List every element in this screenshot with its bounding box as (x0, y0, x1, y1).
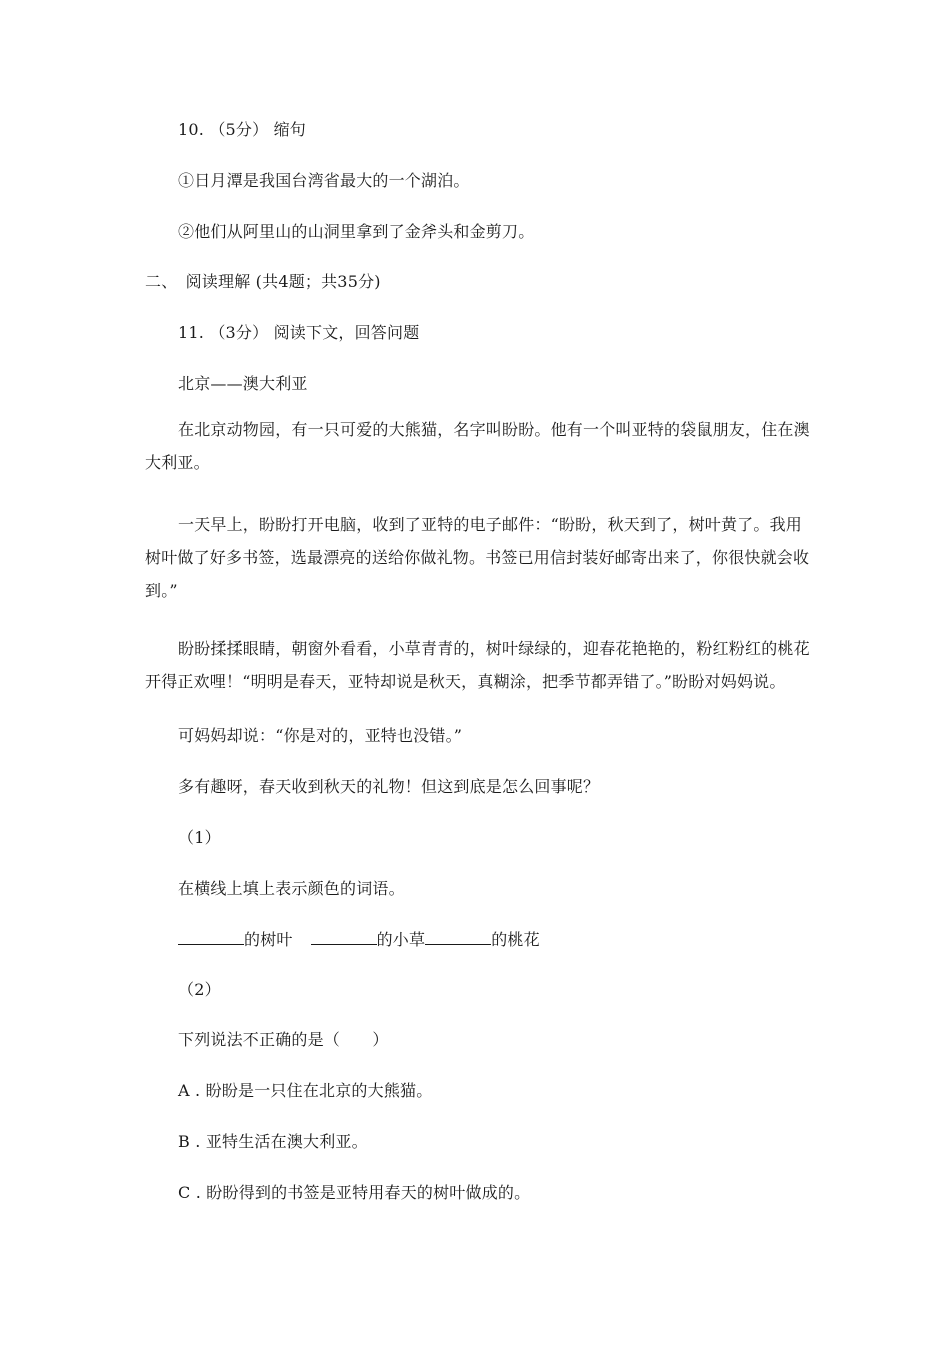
color-blank-2[interactable] (311, 929, 377, 945)
option-a[interactable]: A . 盼盼是一只住在北京的大熊猫。 (178, 1081, 433, 1100)
color-blank-1[interactable] (178, 929, 244, 945)
question-10-item-2: ②他们从阿里山的山洞里拿到了金斧头和金剪刀。 (178, 222, 535, 241)
option-c[interactable]: C . 盼盼得到的书签是亚特用春天的树叶做成的。 (178, 1183, 531, 1202)
passage-paragraph-5: 多有趣呀，春天收到秋天的礼物！但这到底是怎么回事呢？ (178, 777, 600, 796)
subquestion-1-prompt: 在横线上填上表示颜色的词语。 (178, 879, 405, 898)
passage-paragraph-2: 一天早上，盼盼打开电脑，收到了亚特的电子邮件：“盼盼，秋天到了，树叶黄了。我用树叶做了好多书签，选最漂亮的送给你做礼物。书签已用信封装好邮寄出来了，你很快就会收到。” (145, 515, 810, 600)
passage-paragraph-4: 可妈妈却说：“你是对的，亚特也没错。” (178, 726, 463, 745)
section-2-header: 二、 阅读理解 (共4题；共35分) (145, 272, 381, 291)
question-11-header: 11. （3分） 阅读下文，回答问题 (178, 323, 420, 342)
passage-title: 北京——澳大利亚 (178, 374, 308, 393)
blank-2-suffix: 的小草 (376, 930, 426, 949)
passage-paragraph-1: 在北京动物园，有一只可爱的大熊猫，名字叫盼盼。他有一个叫亚特的袋鼠朋友，住在澳大利亚。 (145, 420, 810, 472)
blank-1-suffix: 的树叶 (244, 930, 293, 949)
fill-in-blanks-row (178, 929, 540, 950)
passage-paragraph-3: 盼盼揉揉眼睛，朝窗外看看，小草青青的，树叶绿绿的，迎春花艳艳的，粉红粉红的桃花开得正欢哩！“明明是春天，亚特却说是秋天，真糊涂，把季节都弄错了。”盼盼对妈妈说。 (145, 639, 810, 691)
subquestion-2-prompt: 下列说法不正确的是（ ） (178, 1030, 389, 1049)
option-b[interactable]: B . 亚特生活在澳大利亚。 (178, 1132, 368, 1151)
blank-3-suffix: 的桃花 (491, 930, 540, 949)
question-10-item-1: ①日月潭是我国台湾省最大的一个湖泊。 (178, 171, 470, 190)
subquestion-1-number: （1） (178, 828, 221, 847)
question-10-header: 10. （5分） 缩句 (178, 120, 306, 139)
color-blank-3[interactable] (425, 929, 491, 945)
subquestion-2-number: （2） (178, 980, 221, 999)
